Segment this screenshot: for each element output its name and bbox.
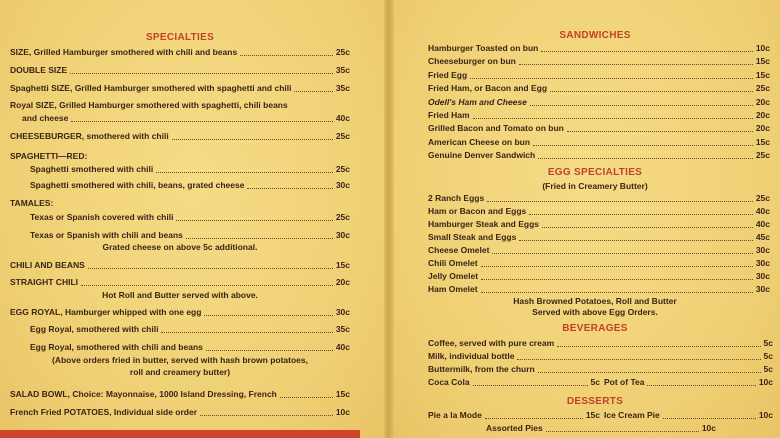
menu-item: Assorted Pies 10c	[486, 423, 716, 433]
menu-item: Spaghetti smothered with chili 25c	[30, 164, 350, 174]
menu-item: EGG ROYAL, Hamburger whipped with one egg 30c	[10, 307, 350, 317]
menu-item: SIZE, Grilled Hamburger smothered with chili and beans 25c	[10, 47, 350, 57]
sandwiches-title: SANDWICHES	[559, 30, 631, 41]
menu-item: STRAIGHT CHILI 20c	[10, 277, 350, 287]
menu-item: Cheeseburger on bun 15c	[428, 56, 770, 66]
menu-note: (Above orders fried in butter, served with hash brown potatoes,	[52, 355, 308, 365]
menu-item: Fried Egg 15c	[428, 70, 770, 80]
menu-item: Texas or Spanish covered with chili 25c	[30, 212, 350, 222]
menu-note: Hot Roll and Butter served with above.	[102, 290, 258, 300]
menu-category: SPAGHETTI—RED:	[10, 151, 88, 161]
egg-note: Served with above Egg Orders.	[532, 307, 658, 317]
menu-item: Ham Omelet 30c	[428, 284, 770, 294]
menu-item: Fried Ham, or Bacon and Egg 25c	[428, 83, 770, 93]
menu-item: Odell's Ham and Cheese 20c	[428, 97, 770, 107]
menu-item: Hamburger Steak and Eggs 40c	[428, 219, 770, 229]
menu-item: and cheese 40c	[22, 113, 350, 123]
menu-note: Grated cheese on above 5c additional.	[102, 242, 258, 252]
red-border-band	[0, 430, 360, 438]
specialties-title: SPECIALTIES	[145, 32, 215, 43]
menu-item: Texas or Spanish with chili and beans 30c	[30, 230, 350, 240]
menu-item: Coca Cola 5c	[428, 377, 600, 387]
menu-item: CHEESEBURGER, smothered with chili 25c	[10, 131, 350, 141]
menu-item: Hamburger Toasted on bun 10c	[428, 43, 770, 53]
menu-item: Grilled Bacon and Tomato on bun 20c	[428, 123, 770, 133]
menu-item: Spaghetti smothered with chili, beans, grated cheese 30c	[30, 180, 350, 190]
menu-item: SALAD BOWL, Choice: Mayonnaise, 1000 Island Dressing, French 15c	[10, 389, 350, 399]
menu-item: Jelly Omelet 30c	[428, 271, 770, 281]
menu-item: Buttermilk, from the churn 5c	[428, 364, 773, 374]
egg-specialties-title: EGG SPECIALTIES	[547, 167, 643, 178]
menu-item-text: Royal SIZE, Grilled Hamburger smothered with spaghetti, chili beans	[10, 100, 288, 110]
menu-item: French Fried POTATOES, Individual side order 10c	[10, 407, 350, 417]
menu-item: CHILI AND BEANS 15c	[10, 260, 350, 270]
menu-item: Small Steak and Eggs 45c	[428, 232, 770, 242]
menu-item: Spaghetti SIZE, Grilled Hamburger smothered with spaghetti and chili 35c	[10, 83, 350, 93]
egg-note: Hash Browned Potatoes, Roll and Butter	[513, 296, 677, 306]
menu-item: Ice Cream Pie 10c	[604, 410, 773, 420]
menu-item: Genuine Denver Sandwich 25c	[428, 150, 770, 160]
menu-fold	[384, 0, 394, 438]
menu-category: TAMALES:	[10, 198, 54, 208]
egg-specialties-subtitle: (Fried in Creamery Butter)	[542, 181, 648, 191]
menu-item: 2 Ranch Eggs 25c	[428, 193, 770, 203]
menu-item: Coffee, served with pure cream 5c	[428, 338, 773, 348]
menu-item: Fried Ham 20c	[428, 110, 770, 120]
menu-note: roll and creamery butter)	[129, 367, 231, 377]
desserts-title: DESSERTS	[566, 396, 624, 407]
menu-item: American Cheese on bun 15c	[428, 137, 770, 147]
menu-item: Egg Royal, smothered with chili and beans 40c	[30, 342, 350, 352]
menu-item: Chili Omelet 30c	[428, 258, 770, 268]
menu-item: DOUBLE SIZE 35c	[10, 65, 350, 75]
beverages-title: BEVERAGES	[562, 323, 628, 334]
menu-item: Pot of Tea 10c	[604, 377, 773, 387]
menu-item: Cheese Omelet 30c	[428, 245, 770, 255]
menu-item: Pie a la Mode 15c	[428, 410, 600, 420]
menu-item: Milk, individual bottle 5c	[428, 351, 773, 361]
menu-item: Ham or Bacon and Eggs 40c	[428, 206, 770, 216]
menu-item: Egg Royal, smothered with chili 35c	[30, 324, 350, 334]
